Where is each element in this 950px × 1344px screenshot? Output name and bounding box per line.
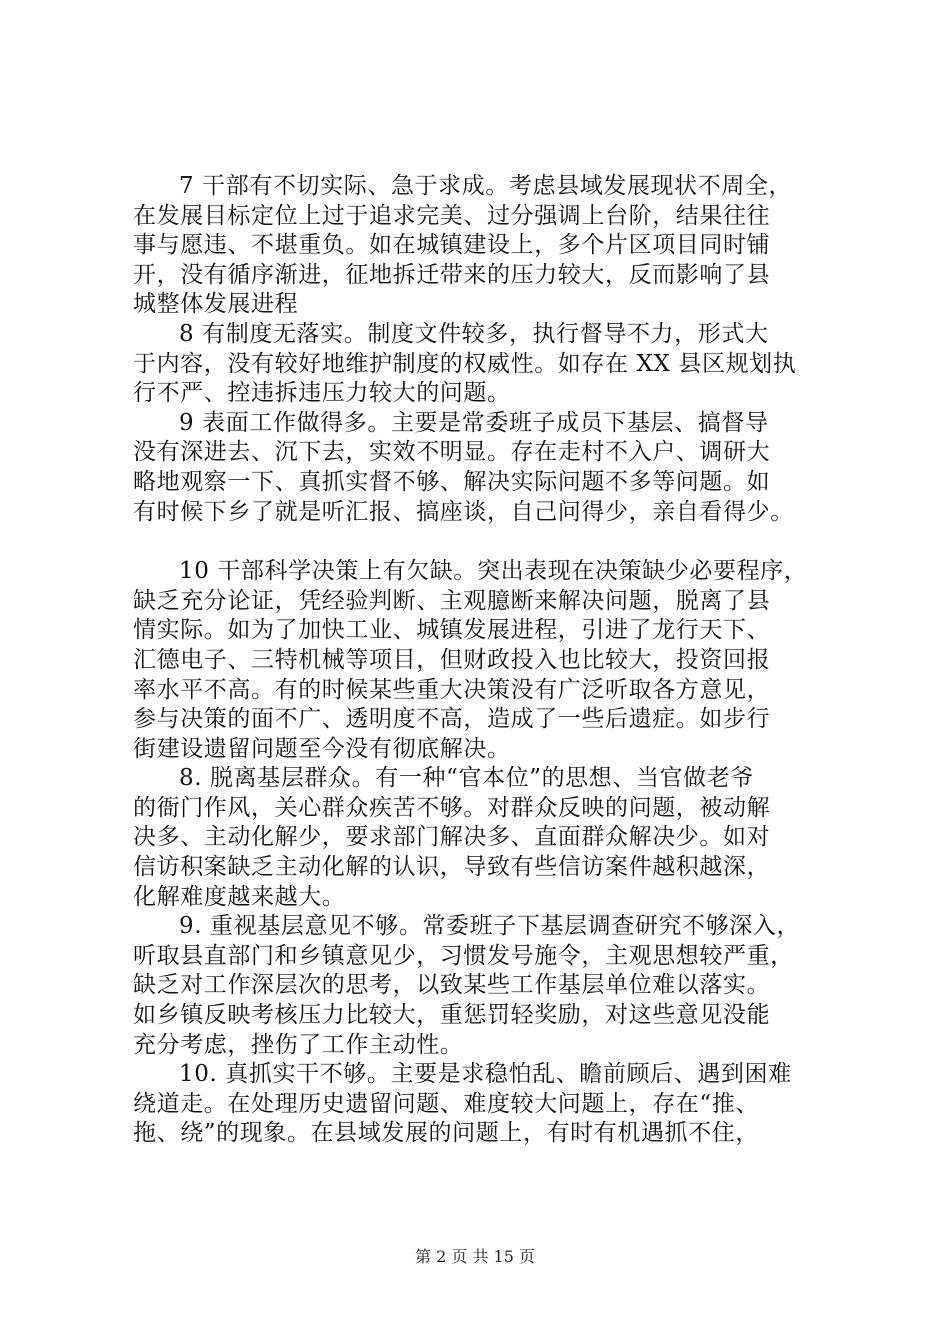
document-body [133,172,853,1149]
paragraph-9b-line: 充分考虑，挫伤了工作主动性。 [133,1031,464,1058]
paragraph-gap [133,527,853,557]
paragraph-10b-line: 拖、绕”的现象。在县域发展的问题上，有时有机遇抓不住， [133,1120,759,1147]
paragraph-9b-line: 缺乏对工作深层次的思考，以致某些工作基层单位难以落实。 [133,972,771,999]
paragraph-9b-line: 9. 重视基层意见不够。常委班子下基层调查研究不够深入， [179,913,801,940]
paragraph-9-line: 没有深进去、沉下去，实效不明显。存在走村不入户、调研大 [133,439,771,466]
paragraph-9-line: 略地观察一下、真抓实督不够、解决实际问题不多等问题。如 [133,468,771,495]
page-number-footer: 第 2 页 共 15 页 [415,1247,535,1266]
paragraph-9b-line: 听取县直部门和乡镇意见少，习惯发号施令，主观思想较严重， [133,942,794,969]
paragraph-7-line: 事与愿违、不堪重负。如在城镇建设上，多个片区项目同时铺 [133,232,771,259]
paragraph-8b-line: 化解难度越来越大。 [133,883,346,910]
paragraph-8-line: 行不严、控违拆违压力较大的问题。 [133,380,511,407]
paragraph-10-line: 率水平不高。有的时候某些重大决策没有广泛听取各方意见， [133,676,771,703]
paragraph-7-line: 开，没有循序渐进，征地拆迁带来的压力较大，反而影响了县 [133,261,771,288]
paragraph-9-line: 9 表面工作做得多。主要是常委班子成员下基层、搞督导 [179,409,769,436]
paragraph-8b-line: 决多、主动化解少，要求部门解决多、直面群众解决少。如对 [133,824,771,851]
paragraph-10-line: 街建设遗留问题至今没有彻底解决。 [133,735,511,762]
paragraph-9b-line: 如乡镇反映考核压力比较大，重惩罚轻奖励，对这些意见没能 [133,1002,771,1029]
paragraph-8b-line: 的衙门作风，关心群众疾苦不够。对群众反映的问题，被动解 [133,794,771,821]
paragraph-8-line: 于内容，没有较好地维护制度的权威性。如存在 XX 县区规划执 [133,350,797,377]
paragraph-10-line: 10 干部科学决策上有欠缺。突出表现在决策缺少必要程序， [179,558,808,585]
paragraph-10-line: 情实际。如为了加快工业、城镇发展进程，引进了龙行天下、 [133,617,771,644]
paragraph-7-line: 7 干部有不切实际、急于求成。考虑县域发展现状不周全， [179,173,793,199]
paragraph-7-line: 城整体发展进程 [133,291,299,318]
paragraph-10b-line: 绕道走。在处理历史遗留问题、难度较大问题上，存在“推、 [133,1090,759,1117]
paragraph-8b-line: 信访积案缺乏主动化解的认识，导致有些信访案件越积越深， [133,854,771,881]
paragraph-8-line: 8 有制度无落实。制度文件较多，执行督导不力，形式大 [179,320,769,347]
paragraph-10-line: 缺乏充分论证，凭经验判断、主观臆断来解决问题，脱离了县 [133,587,771,614]
paragraph-10b-line: 10. 真抓实干不够。主要是求稳怕乱、瞻前顾后、遇到困难 [179,1061,792,1088]
paragraph-7-line: 在发展目标定位上过于追求完美、过分强调上台阶，结果往往 [133,202,771,229]
paragraph-10-line: 参与决策的面不广、透明度不高，造成了一些后遗症。如步行 [133,706,771,733]
paragraph-9-line: 有时候下乡了就是听汇报、搞座谈，自己问得少，亲自看得少。 [133,498,794,525]
paragraph-10-line: 汇德电子、三特机械等项目，但财政投入也比较大，投资回报 [133,646,771,673]
paragraph-8b-line: 8. 脱离基层群众。有一种“官本位”的思想、当官做老爷 [179,765,754,792]
